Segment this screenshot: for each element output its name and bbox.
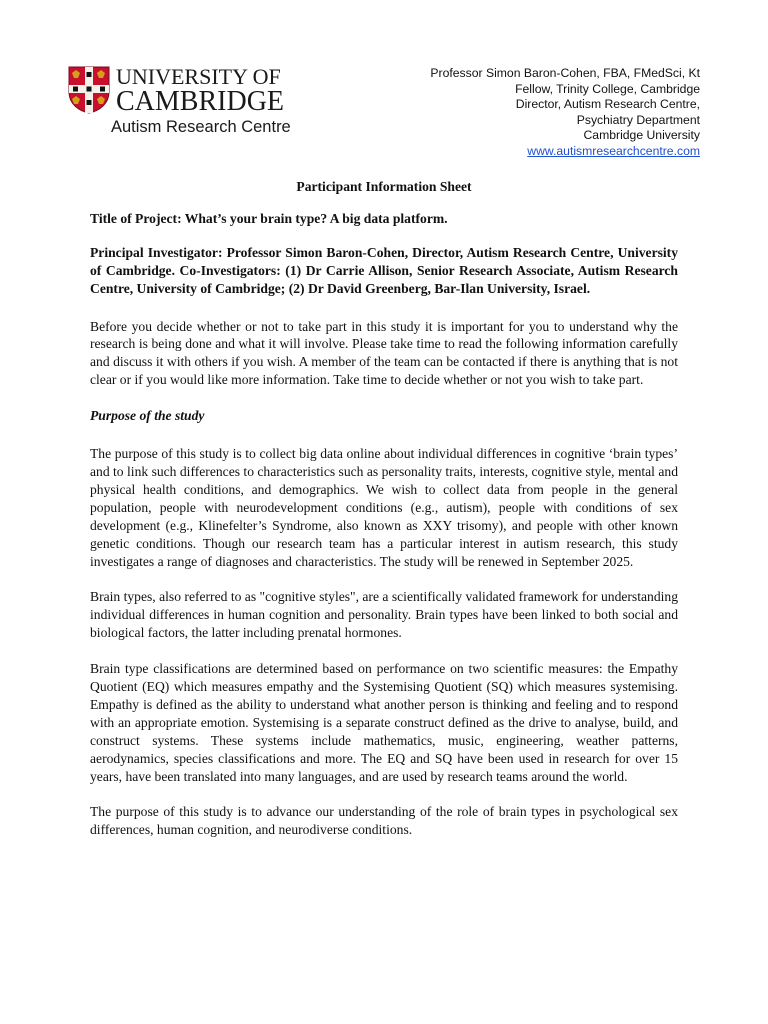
website-link[interactable]: www.autismresearchcentre.com xyxy=(527,143,700,158)
purpose-heading: Purpose of the study xyxy=(90,408,205,424)
logo-line-university-of: UNIVERSITY OF xyxy=(116,64,281,89)
contact-university: Cambridge University xyxy=(583,128,700,142)
purpose-paragraph-3: Brain type classifications are determined based on performance on two scientific measures: the Empathy Quotient (EQ) which measures empathy and the Systemising Quotient (SQ) which measures systemising. Empathy is defined as the ability to understand what another person is thinking and feeling and to respond with an appropriate emotion. Systemising is a separate construct defined as the drive to analyse, build, and construct systems. These systems include mathematics, music, engineering, weather patterns, aerodynamics, species classifications and more. The EQ and SQ have been used in research for over 15 years, have been translated into many languages, and are used by research teams around the world. xyxy=(90,661,678,784)
centre-name: Autism Research Centre xyxy=(111,118,291,136)
contact-name: Professor Simon Baron-Cohen, FBA, FMedSci, Kt xyxy=(430,66,700,80)
purpose-paragraph-4: The purpose of this study is to advance our understanding of the role of brain types in psychological sex differences, human cognition, and neurodiverse conditions. xyxy=(90,804,678,838)
purpose-paragraph-1: The purpose of this study is to collect big data online about individual differences in cognitive ‘brain types’ and to link such differences to characteristics such as personality traits, interests, cognitive style, mental and physical health conditions, and demographics. We wish to collect data from people in the general population, people with neurodevelopment conditions (e.g., autism), people with conditions of sex development (e.g., Klinefelter’s Syndrome, also known as XXY trisomy), and people with other known genetic conditions. Though our research team has a particular interest in autism research, this study investigates a range of diagnoses and characteristics. The study will be renewed in September 2025. xyxy=(90,446,678,569)
university-wordmark xyxy=(116,64,284,115)
intro-paragraph: Before you decide whether or not to take part in this study it is important for you to understand why the research is being done and what it will involve. Please take time to read the following information carefully and discuss it with others if you wish. A member of the team can be contacted if there is anything that is not clear or if you would like more information. Take time to decide whether or not you wish to take part. xyxy=(90,318,678,388)
logo-line-cambridge: CAMBRIDGE xyxy=(116,86,285,117)
contact-fellowship: Fellow, Trinity College, Cambridge xyxy=(515,81,700,96)
contact-block xyxy=(430,66,700,159)
sheet-title: Participant Information Sheet xyxy=(296,179,472,194)
purpose-paragraph-2: Brain types, also referred to as "cognitive styles", are a scientifically validated framework for understanding individual differences in human cognition and personality. Brain types have been linked to both social and biological factors, the latter including prenatal hormones. xyxy=(90,589,678,641)
document-body xyxy=(90,178,678,857)
contact-role: Director, Autism Research Centre, xyxy=(515,97,700,111)
cambridge-crest-icon xyxy=(68,66,110,114)
project-title: Title of Project: What’s your brain type? A big data platform. xyxy=(90,210,448,226)
contact-department: Psychiatry Department xyxy=(576,112,700,127)
investigators-paragraph: Principal Investigator: Professor Simon Baron-Cohen, Director, Autism Research Centre, University of Cambridge. Co-Investigators: (1) Dr Carrie Allison, Senior Research Associate, Autism Research Centre, University of Cambridge; (2) Dr David Greenberg, Bar-Ilan University, Israel. xyxy=(90,244,678,296)
